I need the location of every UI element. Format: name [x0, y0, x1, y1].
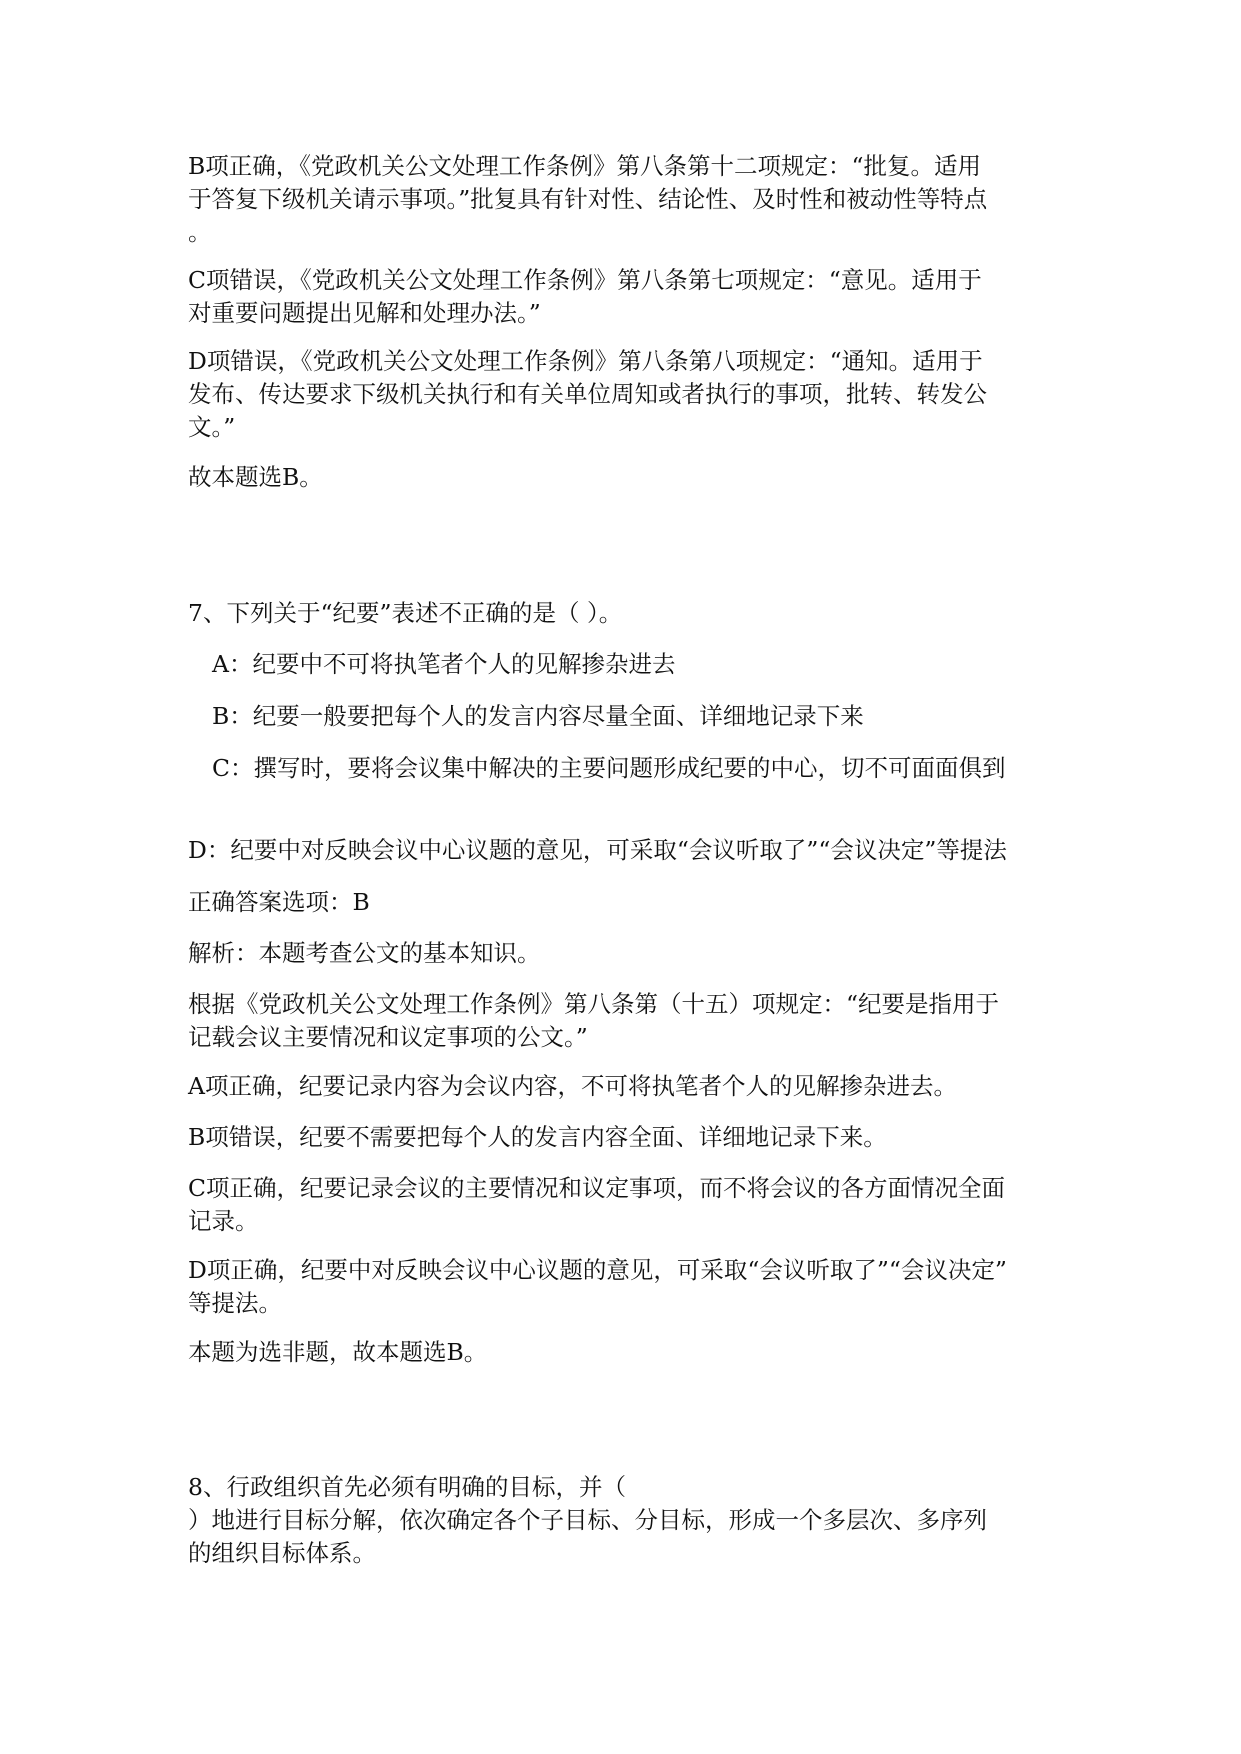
prev-analysis-b	[188, 150, 1058, 249]
text-line: 记录。	[188, 1207, 259, 1235]
text-line: 记载会议主要情况和议定事项的公文。”	[188, 1023, 588, 1051]
text-line: 根据《党政机关公文处理工作条例》第八条第（十五）项规定：“纪要是指用于	[188, 990, 1000, 1018]
text-line: 8、行政组织首先必须有明确的目标，并（	[188, 1473, 626, 1501]
text-line: 对重要问题提出见解和处理办法。”	[188, 299, 541, 327]
text-line: 的组织目标体系。	[188, 1539, 376, 1567]
q7-stem: 7、下列关于“纪要”表述不正确的是（ ）。	[188, 599, 623, 627]
q7-a-explain: A项正确，纪要记录内容为会议内容，不可将执笔者个人的见解掺杂进去。	[188, 1072, 957, 1100]
q7-c-explain	[188, 1172, 1058, 1238]
text-line: 。	[188, 218, 212, 246]
text-line: C项正确，纪要记录会议的主要情况和议定事项，而不将会议的各方面情况全面	[188, 1174, 1005, 1202]
prev-conclusion: 故本题选B。	[188, 463, 323, 491]
q7-analysis-intro: 解析：本题考查公文的基本知识。	[188, 939, 541, 967]
text-line: 文。”	[188, 413, 236, 441]
q7-option-c: C：撰写时，要将会议集中解决的主要问题形成纪要的中心，切不可面面俱到	[212, 754, 1006, 782]
text-line: D项正确，纪要中对反映会议中心议题的意见，可采取“会议听取了”“会议决定”	[188, 1256, 1007, 1284]
text-line: D项错误，《党政机关公文处理工作条例》第八条第八项规定：“通知。适用于	[188, 347, 983, 375]
prev-analysis-c	[188, 264, 1058, 330]
q7-option-b: B：纪要一般要把每个人的发言内容尽量全面、详细地记录下来	[212, 702, 864, 730]
q7-d-explain	[188, 1254, 1058, 1320]
q7-b-explain: B项错误，纪要不需要把每个人的发言内容全面、详细地记录下来。	[188, 1123, 887, 1151]
q7-conclusion: 本题为选非题，故本题选B。	[188, 1338, 488, 1366]
text-line: B项正确，《党政机关公文处理工作条例》第八条第十二项规定：“批复。适用	[188, 152, 982, 180]
text-line: 等提法。	[188, 1289, 282, 1317]
prev-analysis-d	[188, 345, 1058, 444]
text-line: 于答复下级机关请示事项。”批复具有针对性、结论性、及时性和被动性等特点	[188, 185, 988, 213]
q7-answer: 正确答案选项：B	[188, 888, 370, 916]
text-line: 发布、传达要求下级机关执行和有关单位周知或者执行的事项，批转、转发公	[188, 380, 987, 408]
q7-basis	[188, 988, 1058, 1054]
q8-stem	[188, 1471, 1058, 1570]
text-line: ）地进行目标分解，依次确定各个子目标、分目标，形成一个多层次、多序列	[188, 1506, 987, 1534]
q7-option-d: D：纪要中对反映会议中心议题的意见，可采取“会议听取了”“会议决定”等提法	[188, 836, 1007, 864]
text-line: C项错误，《党政机关公文处理工作条例》第八条第七项规定：“意见。适用于	[188, 266, 982, 294]
q7-option-a: A：纪要中不可将执笔者个人的见解掺杂进去	[212, 650, 676, 678]
